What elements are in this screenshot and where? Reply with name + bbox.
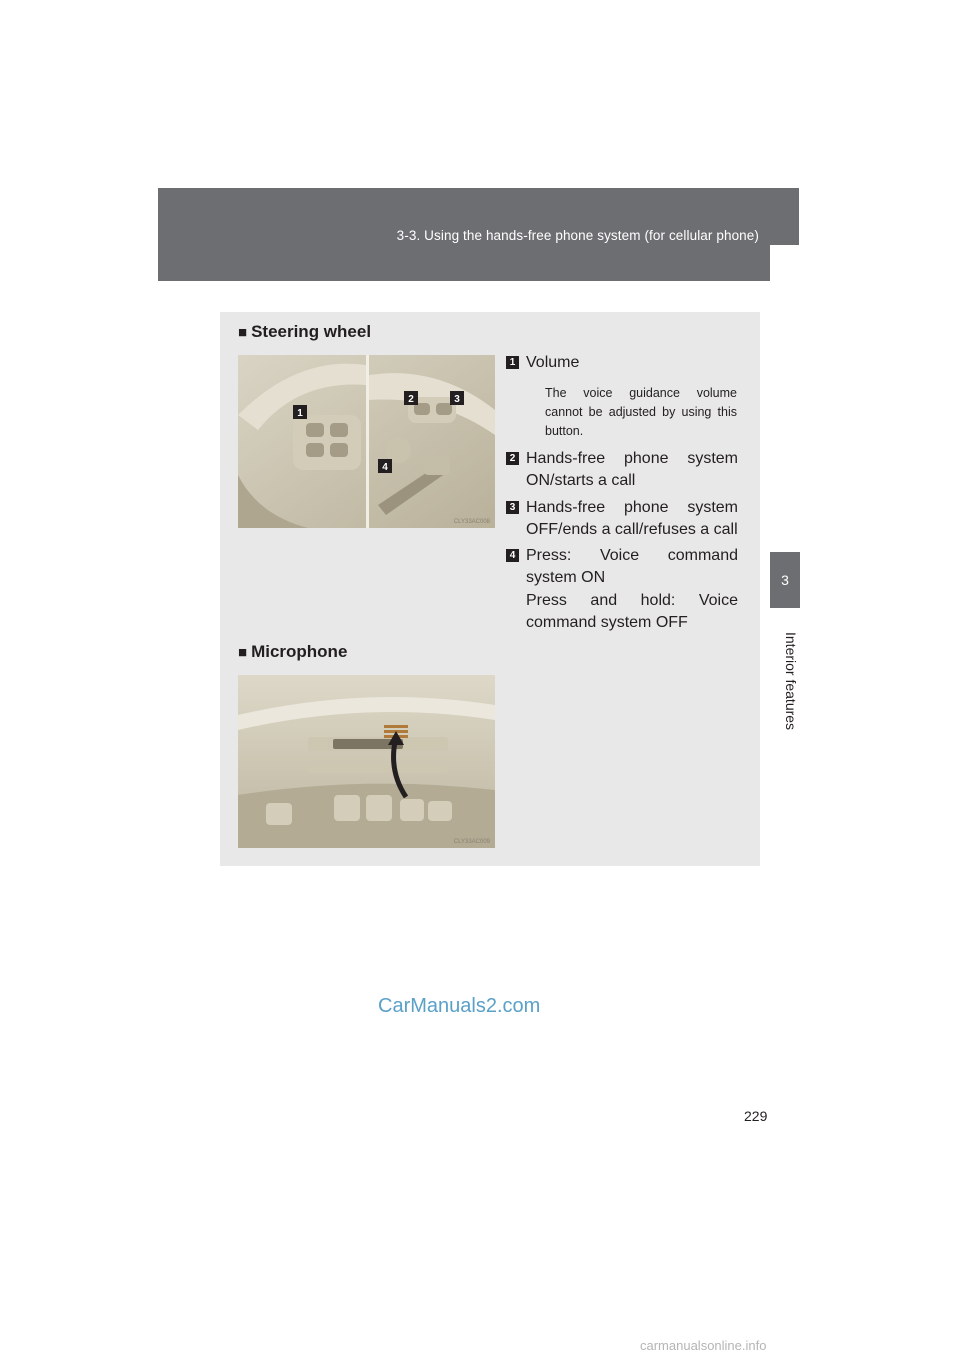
- item-number: 4: [506, 549, 519, 562]
- item-text: Hands-free phone system ON/starts a call: [526, 450, 738, 489]
- microphone-photo: [238, 675, 495, 848]
- callout-2: 2: [408, 394, 414, 405]
- section-bullet: ■: [238, 644, 248, 661]
- item-number: 3: [506, 501, 519, 514]
- chapter-number: 3: [770, 552, 800, 608]
- section-heading-steering: [238, 322, 371, 342]
- watermark-top: CarManuals2.com: [378, 995, 541, 1017]
- item-number: 2: [506, 452, 519, 465]
- item-text-secondary: Press and hold: Voice command system OFF: [526, 592, 738, 631]
- section-title: Microphone: [251, 642, 348, 661]
- callout-4: 4: [382, 462, 388, 473]
- steering-wheel-photo: [238, 355, 495, 528]
- chapter-label: Interior features: [783, 632, 799, 731]
- page-number: 229: [744, 1108, 768, 1124]
- item-text: Volume: [526, 354, 580, 371]
- chapter-tab: [770, 245, 800, 1010]
- header-title: 3-3. Using the hands-free phone system (for cellular phone): [396, 228, 759, 243]
- microphone-photo-code: CLY33AC009: [453, 839, 490, 845]
- item-text: Press: Voice command system ON: [526, 547, 738, 586]
- volume-note: The voice guidance volume cannot be adjusted by using this button.: [545, 386, 737, 438]
- callout-1: 1: [297, 408, 303, 419]
- callout-3: 3: [454, 394, 460, 405]
- header-band: [158, 188, 799, 281]
- watermark-bottom: carmanualsonline.info: [640, 1338, 767, 1353]
- steering-photo-code: CLY33AC008: [453, 519, 490, 525]
- item-number: 1: [506, 356, 519, 369]
- section-heading-microphone: [238, 642, 347, 662]
- section-bullet: ■: [238, 324, 248, 341]
- section-title: Steering wheel: [251, 322, 372, 341]
- item-text: Hands-free phone system OFF/ends a call/refuses a call: [526, 499, 738, 538]
